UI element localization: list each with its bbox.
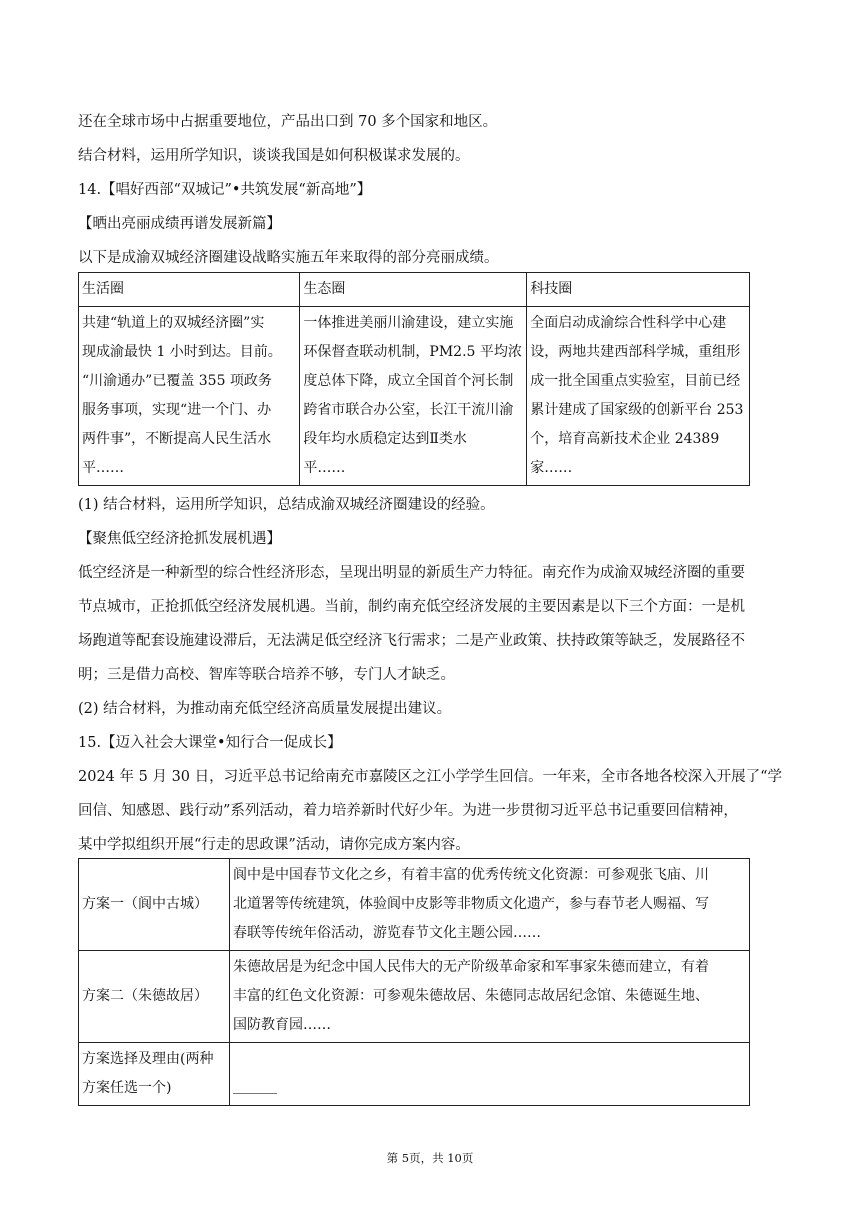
question-prompt: 结合材料，运用所学知识，谈谈我国是如何积极谋求发展的。 bbox=[78, 148, 470, 164]
life-circle-cell bbox=[79, 307, 300, 486]
plan-choice-label bbox=[79, 1043, 230, 1106]
cell-line: 方案选择及理由(两种 bbox=[82, 1051, 214, 1067]
cell-line: 段年均水质稳定达到Ⅱ类水 bbox=[303, 431, 467, 447]
paragraph-line: 回信、知感恩、践行动”系列活动，着力培养新时代好少年。为进一步贯彻习近平总书记重要回信精神， bbox=[78, 803, 738, 819]
paragraph-line: 低空经济是一种新型的综合性经济形态，呈现出明显的新质生产力特征。南充作为成渝双城经济圈的重要 bbox=[78, 565, 745, 581]
question-14-title: 14.【唱好西部“双城记”•共筑发展“新高地”】 bbox=[78, 182, 372, 198]
table-row bbox=[79, 951, 750, 1043]
answer-area[interactable] bbox=[230, 1043, 750, 1106]
table-row bbox=[79, 1043, 750, 1106]
cell-line: 服务事项，实现“进一个门、办 bbox=[82, 402, 272, 418]
answer-blank-line bbox=[233, 1083, 277, 1094]
cell-line: 两件事”，不断提高人民生活水 bbox=[82, 431, 272, 447]
cell-line: 成一批全国重点实验室，目前已经 bbox=[530, 373, 741, 389]
plan-label: 方案二（朱德故居） bbox=[79, 951, 230, 1043]
table-row bbox=[79, 859, 750, 951]
cell-line: 现成渝最快 1 小时到达。目前。 bbox=[82, 344, 282, 360]
ecology-circle-cell bbox=[300, 307, 527, 486]
cell-line: 全面启动成渝综合性科学中心建 bbox=[530, 315, 727, 331]
cell-line: 国防教育园…… bbox=[233, 1017, 331, 1033]
header-cell-tech: 科技圈 bbox=[527, 273, 750, 307]
table-row bbox=[79, 307, 750, 486]
plan-table bbox=[78, 858, 750, 1106]
header-cell-ecology: 生态圈 bbox=[300, 273, 527, 307]
cell-line: 度总体下降，成立全国首个河长制 bbox=[303, 373, 514, 389]
paragraph-line: 2024 年 5 月 30 日，习近平总书记给南充市嘉陵区之江小学学生回信。一年来，全市各地各校深入开展了“学 bbox=[78, 769, 783, 785]
cell-line: 朱德故居是为纪念中国人民伟大的无产阶级革命家和军事家朱德而建立，有着 bbox=[233, 959, 709, 975]
paragraph-line: 还在全球市场中占据重要地位，产品出口到 70 多个国家和地区。 bbox=[78, 114, 498, 130]
cell-line: 累计建成了国家级的创新平台 253 bbox=[530, 402, 744, 418]
paragraph-line: 场跑道等配套设施建设滞后，无法满足低空经济飞行需求；二是产业政策、扶持政策等缺乏，发展路径不 bbox=[78, 633, 745, 649]
cell-line: 北道署等传统建筑，体验阆中皮影等非物质文化遗产，参与春节老人赐福、写 bbox=[233, 896, 709, 912]
page-footer: 第 5页，共 10页 bbox=[386, 1151, 474, 1165]
cell-line: 方案任选一个) bbox=[82, 1080, 172, 1096]
section-heading: 【聚焦低空经济抢抓发展机遇】 bbox=[78, 531, 281, 547]
cell-line: 共建“轨道上的双城经济圈”实 bbox=[82, 315, 265, 331]
cell-line: 设，两地共建西部科学城，重组形 bbox=[530, 344, 741, 360]
cell-line: 环保督查联动机制，PM2.5 平均浓 bbox=[303, 344, 522, 360]
cell-line: 平…… bbox=[303, 460, 346, 476]
cell-line: 阆中是中国春节文化之乡，有着丰富的优秀传统文化资源：可参观张飞庙、川 bbox=[233, 867, 709, 883]
paragraph-line: 明；三是借力高校、智库等联合培养不够，专门人才缺乏。 bbox=[78, 667, 455, 683]
cell-line: 平…… bbox=[82, 460, 124, 476]
tech-circle-cell bbox=[527, 307, 750, 486]
cell-line: 个，培育高新技术企业 24389 bbox=[530, 431, 720, 447]
table-intro: 以下是成渝双城经济圈建设战略实施五年来取得的部分亮丽成绩。 bbox=[78, 250, 499, 266]
header-cell-life: 生活圈 bbox=[79, 273, 300, 307]
cell-line: 跨省市联合办公室，长江干流川渝 bbox=[303, 402, 514, 418]
cell-line: 春联等传统年俗活动，游览春节文化主题公园…… bbox=[233, 925, 541, 941]
cell-line: 一体推进美丽川渝建设，建立实施 bbox=[303, 315, 514, 331]
plan-content bbox=[230, 951, 750, 1043]
cell-line: 丰富的红色文化资源：可参观朱德故居、朱德同志故居纪念馆、朱德诞生地、 bbox=[233, 988, 709, 1004]
cell-line: 家…… bbox=[530, 460, 573, 476]
table-header-row bbox=[79, 273, 750, 307]
question-14-1: (1) 结合材料，运用所学知识，总结成渝双城经济圈建设的经验。 bbox=[78, 497, 495, 513]
question-14-2: (2) 结合材料，为推动南充低空经济高质量发展提出建议。 bbox=[78, 701, 452, 717]
cell-line: “川渝通办”已覆盖 355 项政务 bbox=[82, 373, 272, 389]
paragraph-line: 某中学拟组织开展“行走的思政课”活动，请你完成方案内容。 bbox=[78, 837, 470, 853]
paragraph-line: 节点城市，正抢抓低空经济发展机遇。当前，制约南充低空经济发展的主要因素是以下三个方面：一是机 bbox=[78, 599, 745, 615]
plan-label: 方案一（阆中古城） bbox=[79, 859, 230, 951]
section-heading: 【晒出亮丽成绩再谱发展新篇】 bbox=[78, 216, 281, 232]
achievements-table bbox=[78, 272, 750, 486]
question-15-title: 15.【迈入社会大课堂•知行合一促成长】 bbox=[78, 735, 342, 751]
plan-content bbox=[230, 859, 750, 951]
